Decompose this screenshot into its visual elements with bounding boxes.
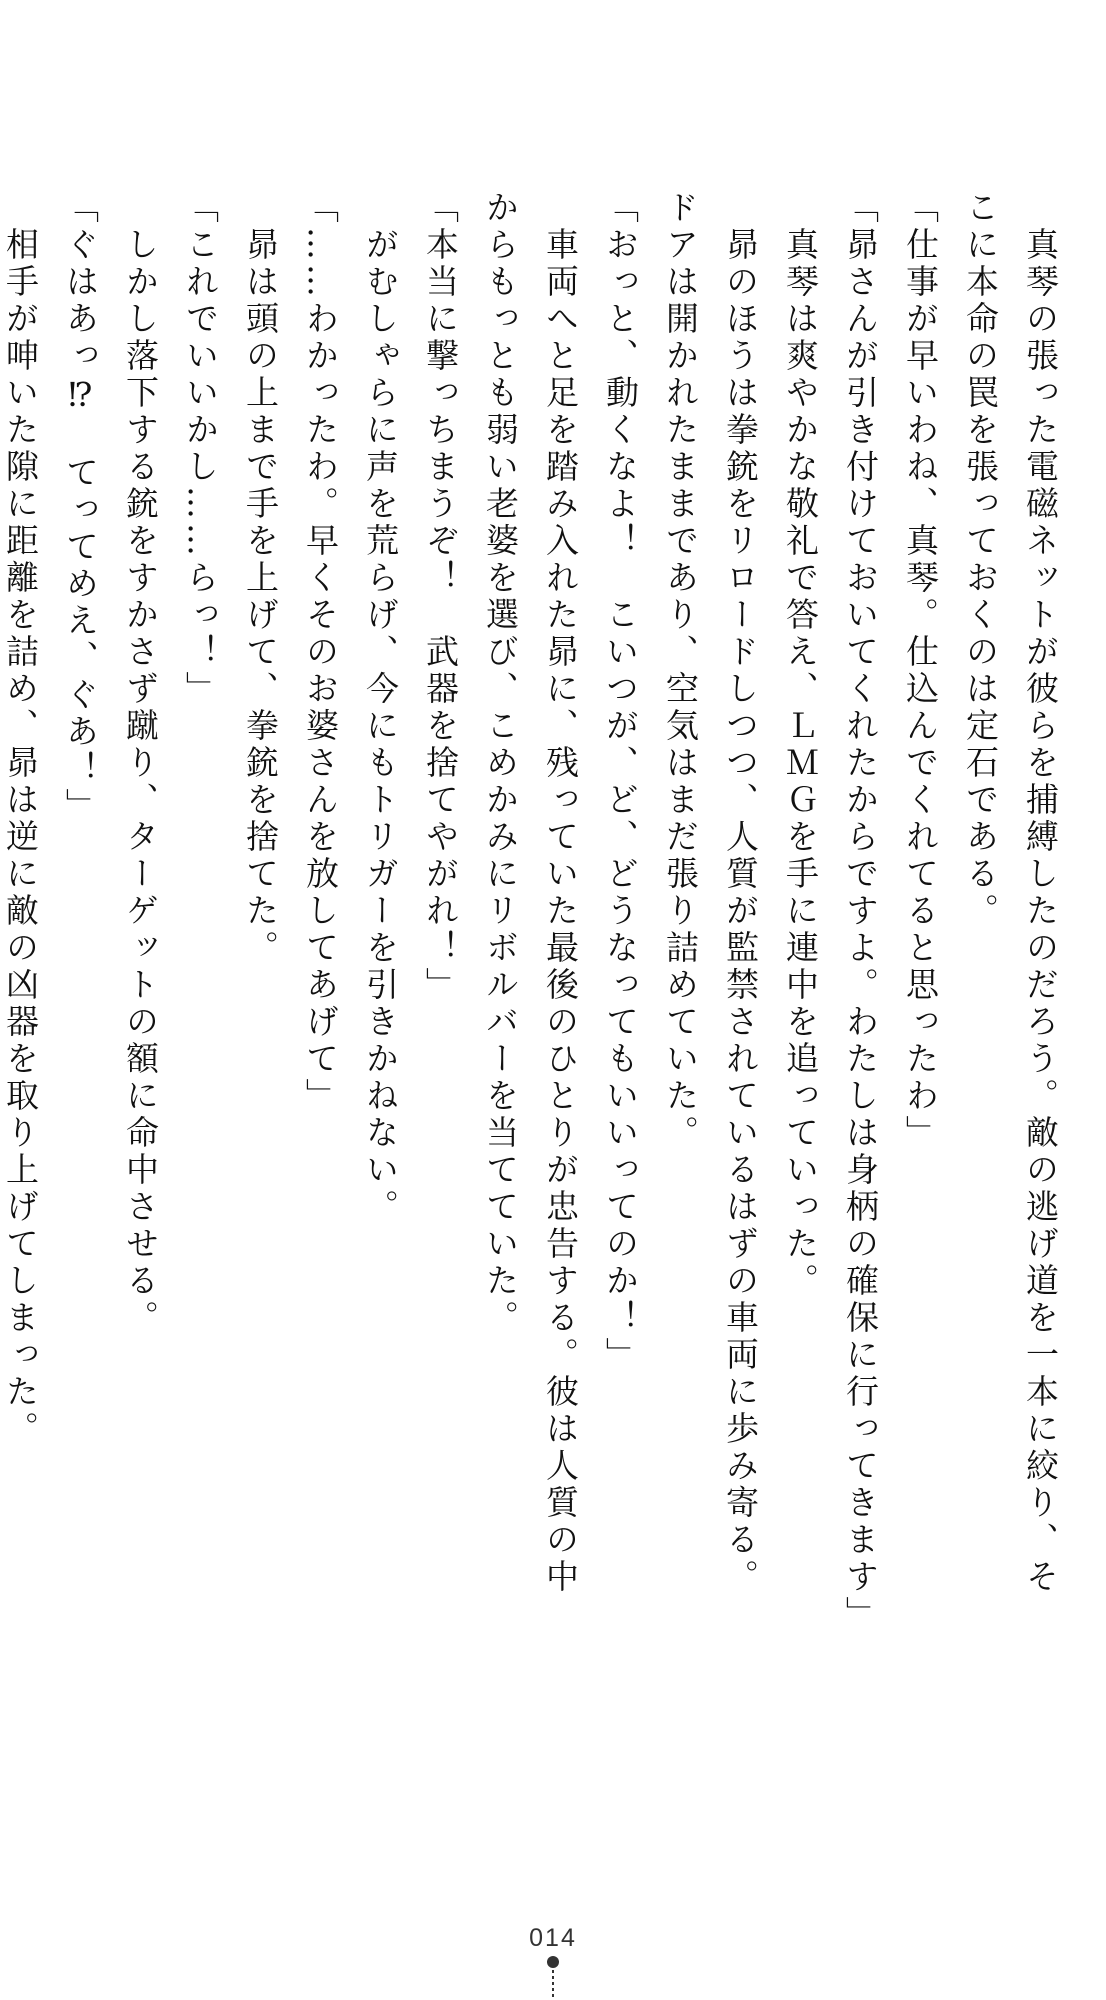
text-line: 「……わかったわ。早くそのお婆さんを放してあげて」 [301, 190, 340, 1115]
text-line: 昴のほうは拳銃をリロードしつつ、人質が監禁されているはずの車両に歩み寄る。ドアは開かれたままであり、空気はまだ張り詰めていた。 [661, 190, 760, 1596]
text-line: しかし落下する銃をすかさず蹴り、ターゲットの額に命中させる。 [121, 190, 160, 1337]
text-line: 真琴は爽やかな敬礼で答え、ＬＭＧを手に連中を追っていった。 [781, 190, 820, 1300]
vertical-text-body [1, 190, 1070, 1633]
dot-icon [547, 1956, 559, 1968]
text-line: 「昴さんが引き付けておいてくれたからですよ。わたしは身柄の確保に行ってきます」 [841, 190, 880, 1633]
text-line: 「これでいいかし……らっ！」 [181, 190, 220, 708]
dotted-line-icon [552, 1970, 554, 2000]
text-line: 昴は頭の上まで手を上げて、拳銃を捨てた。 [241, 190, 280, 967]
text-line: がむしゃらに声を荒らげ、今にもトリガーを引きかねない。 [361, 190, 400, 1226]
text-line: 「ぐはあっ⁉ てってめえ、ぐあ！」 [61, 190, 100, 825]
text-line: 「本当に撃っちまうぞ！ 武器を捨てやがれ！」 [421, 190, 460, 1004]
page-marker-icon [547, 1956, 559, 2000]
text-line: 相手が呻いた隙に距離を詰め、昴は逆に敵の凶器を取り上げてしまった。 [1, 190, 40, 1448]
text-line: 「仕事が早いわね、真琴。仕込んでくれてると思ったわ」 [901, 190, 940, 1152]
text-line: 真琴の張った電磁ネットが彼らを捕縛したのだろう。敵の逃げ道を一本に絞り、そこに本命の罠を張っておくのは定石である。 [961, 190, 1060, 1596]
page-number: 014 [529, 1924, 577, 1952]
text-line: 車両へと足を踏み入れた昴に、残っていた最後のひとりが忠告する。彼は人質の中からもっとも弱い老婆を選び、こめかみにリボルバーを当てていた。 [481, 190, 580, 1596]
text-line: 「おっと、動くなよ！ こいつが、ど、どうなってもいいってのか！」 [601, 190, 640, 1374]
